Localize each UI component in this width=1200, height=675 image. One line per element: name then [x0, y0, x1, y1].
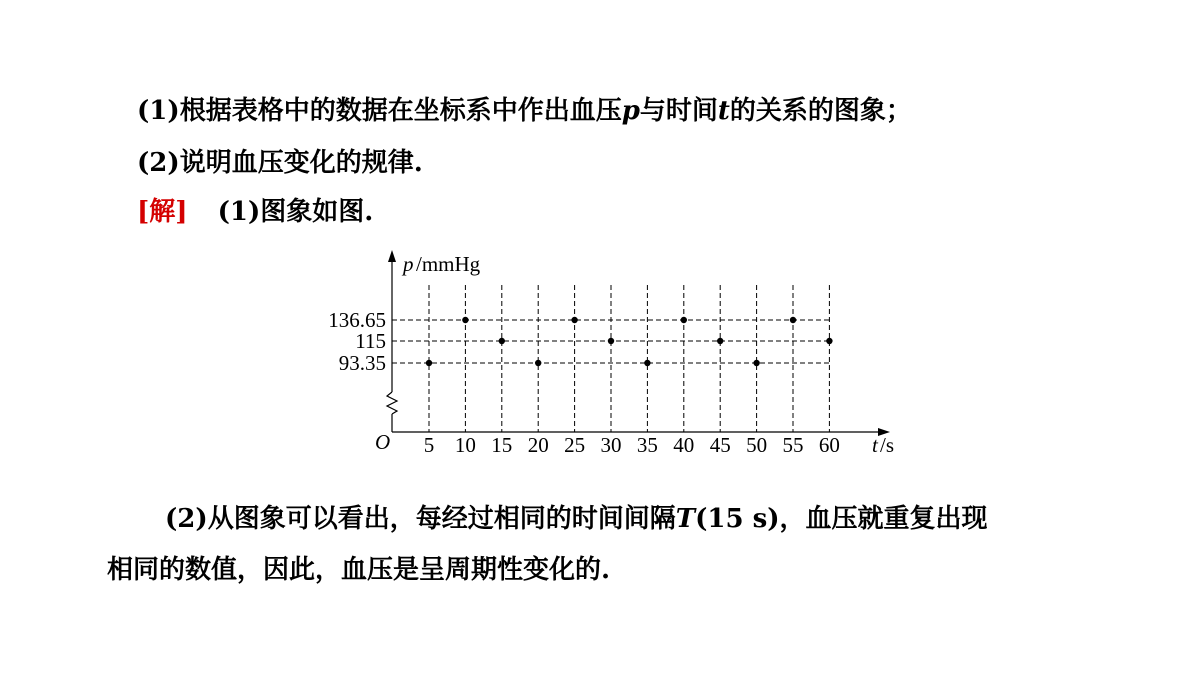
variable-T: T: [675, 504, 696, 534]
x-tick-label: 10: [454, 433, 476, 457]
solution-part-1-text: (1)图象如图.: [217, 197, 374, 227]
x-tick-label: 30: [600, 433, 622, 457]
data-point: [790, 317, 796, 323]
x-tick-label: 5: [423, 433, 435, 457]
solution-part-2-prefix: (2)从图象可以看出，每经过相同的时间间隔: [165, 504, 676, 534]
question-1-prefix: (1)根据表格中的数据在坐标系中作出血压: [137, 96, 622, 126]
x-tick-label: 20: [527, 433, 549, 457]
data-point: [717, 338, 723, 344]
y-tick-label: 136.65: [328, 308, 386, 332]
y-axis-label-var: p: [403, 252, 414, 276]
x-axis-label-var: t: [872, 433, 878, 457]
solution-part-2-line-1: [165, 506, 988, 532]
data-point: [571, 317, 577, 323]
y-tick-label: 115: [355, 329, 386, 353]
x-tick-label: 55: [782, 433, 804, 457]
x-tick-label: 60: [818, 433, 840, 457]
data-point: [644, 360, 650, 366]
data-point: [462, 317, 468, 323]
x-tick-label: 35: [636, 433, 658, 457]
data-point: [753, 360, 759, 366]
y-axis-break: [387, 392, 397, 414]
data-point: [608, 338, 614, 344]
x-tick-label: 50: [746, 433, 768, 457]
solution-label: [解]: [137, 197, 188, 227]
question-1-suffix: 的关系的图象；: [729, 96, 912, 126]
x-tick-label: 45: [709, 433, 731, 457]
data-point: [826, 338, 832, 344]
variable-p: p: [621, 96, 640, 126]
x-tick-label: 40: [673, 433, 695, 457]
origin-label: O: [375, 430, 391, 454]
y-tick-label: 93.35: [338, 351, 386, 375]
data-point: [499, 338, 505, 344]
x-tick-label: 25: [564, 433, 586, 457]
y-axis-arrow: [388, 250, 396, 262]
data-point: [535, 360, 541, 366]
data-point: [681, 317, 687, 323]
solution-part-2-line-2: 相同的数值，因此，血压是呈周期性变化的.: [107, 555, 611, 585]
x-axis-label-unit: /s: [880, 433, 895, 457]
variable-t: t: [717, 96, 730, 126]
question-2: (2)说明血压变化的规律.: [137, 148, 423, 178]
x-tick-label: 15: [491, 433, 513, 457]
data-point: [426, 360, 432, 366]
y-axis-label-unit: /mmHg: [416, 252, 481, 276]
question-1-middle: 与时间: [639, 96, 718, 126]
solution-part-2-suffix: (15 s)，血压就重复出现: [695, 504, 988, 534]
